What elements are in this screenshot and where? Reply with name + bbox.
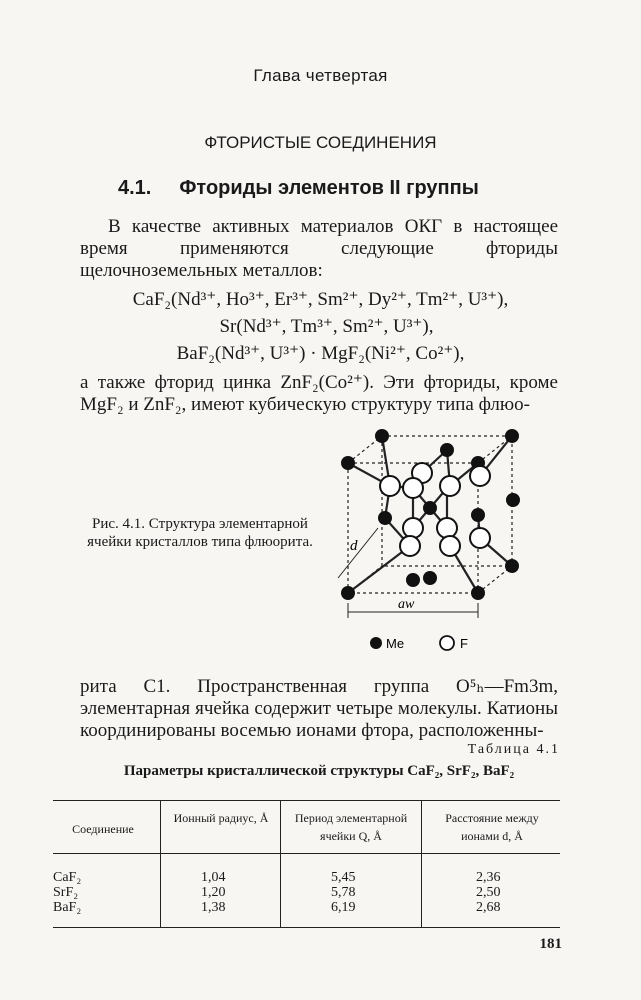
table-cell: 2,36 [476,870,501,885]
paragraph-intro: В качестве активных материалов ОКГ в настоящее время применяются следующие фториды щелочноземельных металлов: [80,216,558,281]
section-title: ФТОРИСТЫЕ СОЕДИНЕНИЯ [204,133,437,152]
table-cell: 5,78 [331,885,356,900]
table-cell: 2,68 [476,900,501,915]
ionic-radius-column [201,870,226,915]
table-label: Таблица 4.1 [467,742,560,757]
table-cell: 5,45 [331,870,356,885]
table-cell: 1,38 [201,900,226,915]
subsection-title: Фториды элементов II группы [179,177,479,199]
cell-period-column [331,870,356,915]
metal-ions [341,429,520,600]
subsection-number: 4.1. [118,177,152,199]
compound-column [53,870,81,915]
header-compound: Соединение [72,822,134,836]
legend-me: Me [386,636,405,651]
table-cell: 1,04 [201,870,226,885]
table-cell: 2,50 [476,885,501,900]
chapter-title: Глава четвертая [253,66,388,85]
page-number: 181 [539,936,562,952]
paragraph-fluorides: а также фторид цинка ZnF₂(Co²⁺). Эти фториды, кроме MgF₂ и ZnF₂, имеют кубическую структуру типа флюо- [80,372,558,415]
label-a: aw [398,597,415,612]
figure-caption: Рис. 4.1. Структура элементарной ячейки кристаллов типа флюорита. [87,516,313,550]
formula-line: BaF₂(Nd³⁺, U³⁺) · MgF₂(Ni²⁺, Co²⁺), [176,343,465,364]
header-ion-distance: Расстояние между ионами d, Å [445,811,539,843]
legend-fluorine-swatch [440,636,454,650]
formula-block [0,286,641,367]
paragraph-structure: рита C1. Пространственная группа O⁵ₕ—Fm3m, элементарная ячейка содержит четыре молекулы. Катионы координированы восемью ионами фтора, расположенны- [80,676,558,741]
table-cell: 6,19 [331,900,356,915]
table-cell: 1,20 [201,885,226,900]
legend-f: F [460,636,468,651]
formula-line: Sr(Nd³⁺, Tm³⁺, Sm²⁺, U³⁺), [219,316,434,337]
table-cell: SrF₂ [53,885,79,900]
fluorite-crystal-figure [330,428,560,658]
label-d: d [350,538,358,554]
legend-metal-swatch [370,637,382,649]
distance-column [476,870,501,915]
header-ionic-radius: Ионный радиус, Å [173,811,269,825]
formula-line: CaF₂(Nd³⁺, Ho³⁺, Er³⁺, Sm²⁺, Dy²⁺, Tm²⁺, U³⁺), [132,289,509,310]
table-cell: CaF₂ [53,870,82,885]
table-cell: BaF₂ [53,900,82,915]
header-cell-period: Период элементарной ячейки Q, Å [294,811,408,843]
table-title: Параметры кристаллической структуры CaF₂, SrF₂, BaF₂ [123,763,515,779]
subsection-heading [118,177,479,200]
